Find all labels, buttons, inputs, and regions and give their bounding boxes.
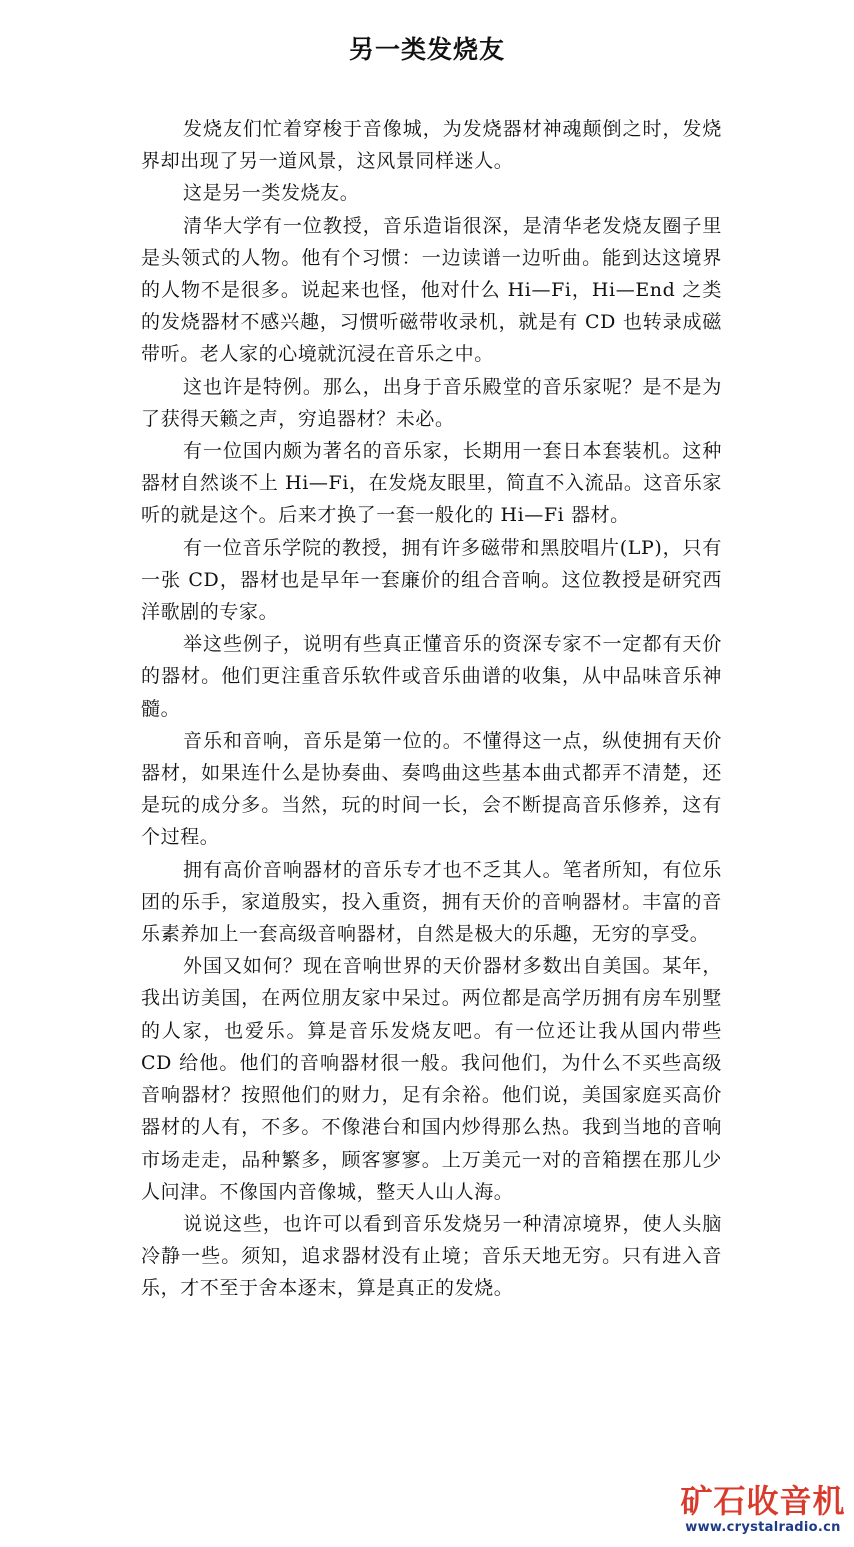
watermark-url: www.crystalradio.cn xyxy=(685,1520,841,1535)
paragraph: 外国又如何？现在音响世界的天价器材多数出自美国。某年，我出访美国，在两位朋友家中呆过。两位都是高学历拥有房车别墅的人家，也爱乐。算是音乐发烧友吧。有一位还让我从国内带些 CD 给他。他们的音响器材很一般。我问他们，为什么不买些高级音响器材？按照他们的财力，足有余裕。他们说，美国家庭买高价器材的人有，不多。不像港台和国内炒得那么热。我到当地的音响市场走走，品种繁多，顾客寥寥。上万美元一对的音箱摆在那儿少人问津。不像国内音像城，整天人山人海。 xyxy=(141,955,722,1203)
paragraph: 音乐和音响，音乐是第一位的。不懂得这一点，纵使拥有天价器材，如果连什么是协奏曲、奏鸣曲这些基本曲式都弄不清楚，还是玩的成分多。当然，玩的时间一长，会不断提高音乐修养，这有个过程。 xyxy=(141,729,722,849)
paragraph: 这是另一类发烧友。 xyxy=(183,182,360,205)
paragraph: 有一位国内颇为著名的音乐家，长期用一套日本套装机。这种器材自然谈不上 Hi—Fi，在发烧友眼里，简直不入流品。这音乐家听的就是这个。后来才换了一套一般化的 Hi—Fi 器材。 xyxy=(141,440,722,527)
paragraph: 清华大学有一位教授，音乐造诣很深，是清华老发烧友圈子里是头领式的人物。他有个习惯：一边读谱一边听曲。能到达这境界的人物不是很多。说起来也怪，他对什么 Hi—Fi，Hi—End 之类的发烧器材不感兴趣，习惯听磁带收录机，就是有 CD 也转录成磁带听。老人家的心境就沉浸在音乐之中。 xyxy=(141,214,722,366)
paragraph: 拥有高价音响器材的音乐专才也不乏其人。笔者所知，有位乐团的乐手，家道殷实，投入重资，拥有天价的音响器材。丰富的音乐素养加上一套高级音响器材，自然是极大的乐趣，无穷的享受。 xyxy=(141,858,722,946)
paragraph: 有一位音乐学院的教授，拥有许多磁带和黑胶唱片(LP)，只有一张 CD，器材也是早年一套廉价的组合音响。这位教授是研究西洋歌剧的专家。 xyxy=(141,536,722,624)
watermark-brand: 矿石收音机 xyxy=(680,1482,846,1520)
site-watermark xyxy=(678,1482,848,1535)
paragraph: 发烧友们忙着穿梭于音像城，为发烧器材神魂颠倒之时，发烧界却出现了另一道风景，这风景同样迷人。 xyxy=(141,118,722,173)
paragraph: 举这些例子，说明有些真正懂音乐的资深专家不一定都有天价的器材。他们更注重音乐软件或音乐曲谱的收集，从中品味音乐神髓。 xyxy=(141,633,722,720)
article-body xyxy=(141,113,722,1305)
paragraph: 说说这些，也许可以看到音乐发烧另一种清凉境界，使人头脑冷静一些。须知，追求器材没有止境；音乐天地无穷。只有进入音乐，才不至于舍本逐末，算是真正的发烧。 xyxy=(141,1212,722,1300)
paragraph: 这也许是特例。那么，出身于音乐殿堂的音乐家呢？是不是为了获得天籁之声，穷追器材？未必。 xyxy=(141,375,722,430)
page-title: 另一类发烧友 xyxy=(348,35,505,64)
